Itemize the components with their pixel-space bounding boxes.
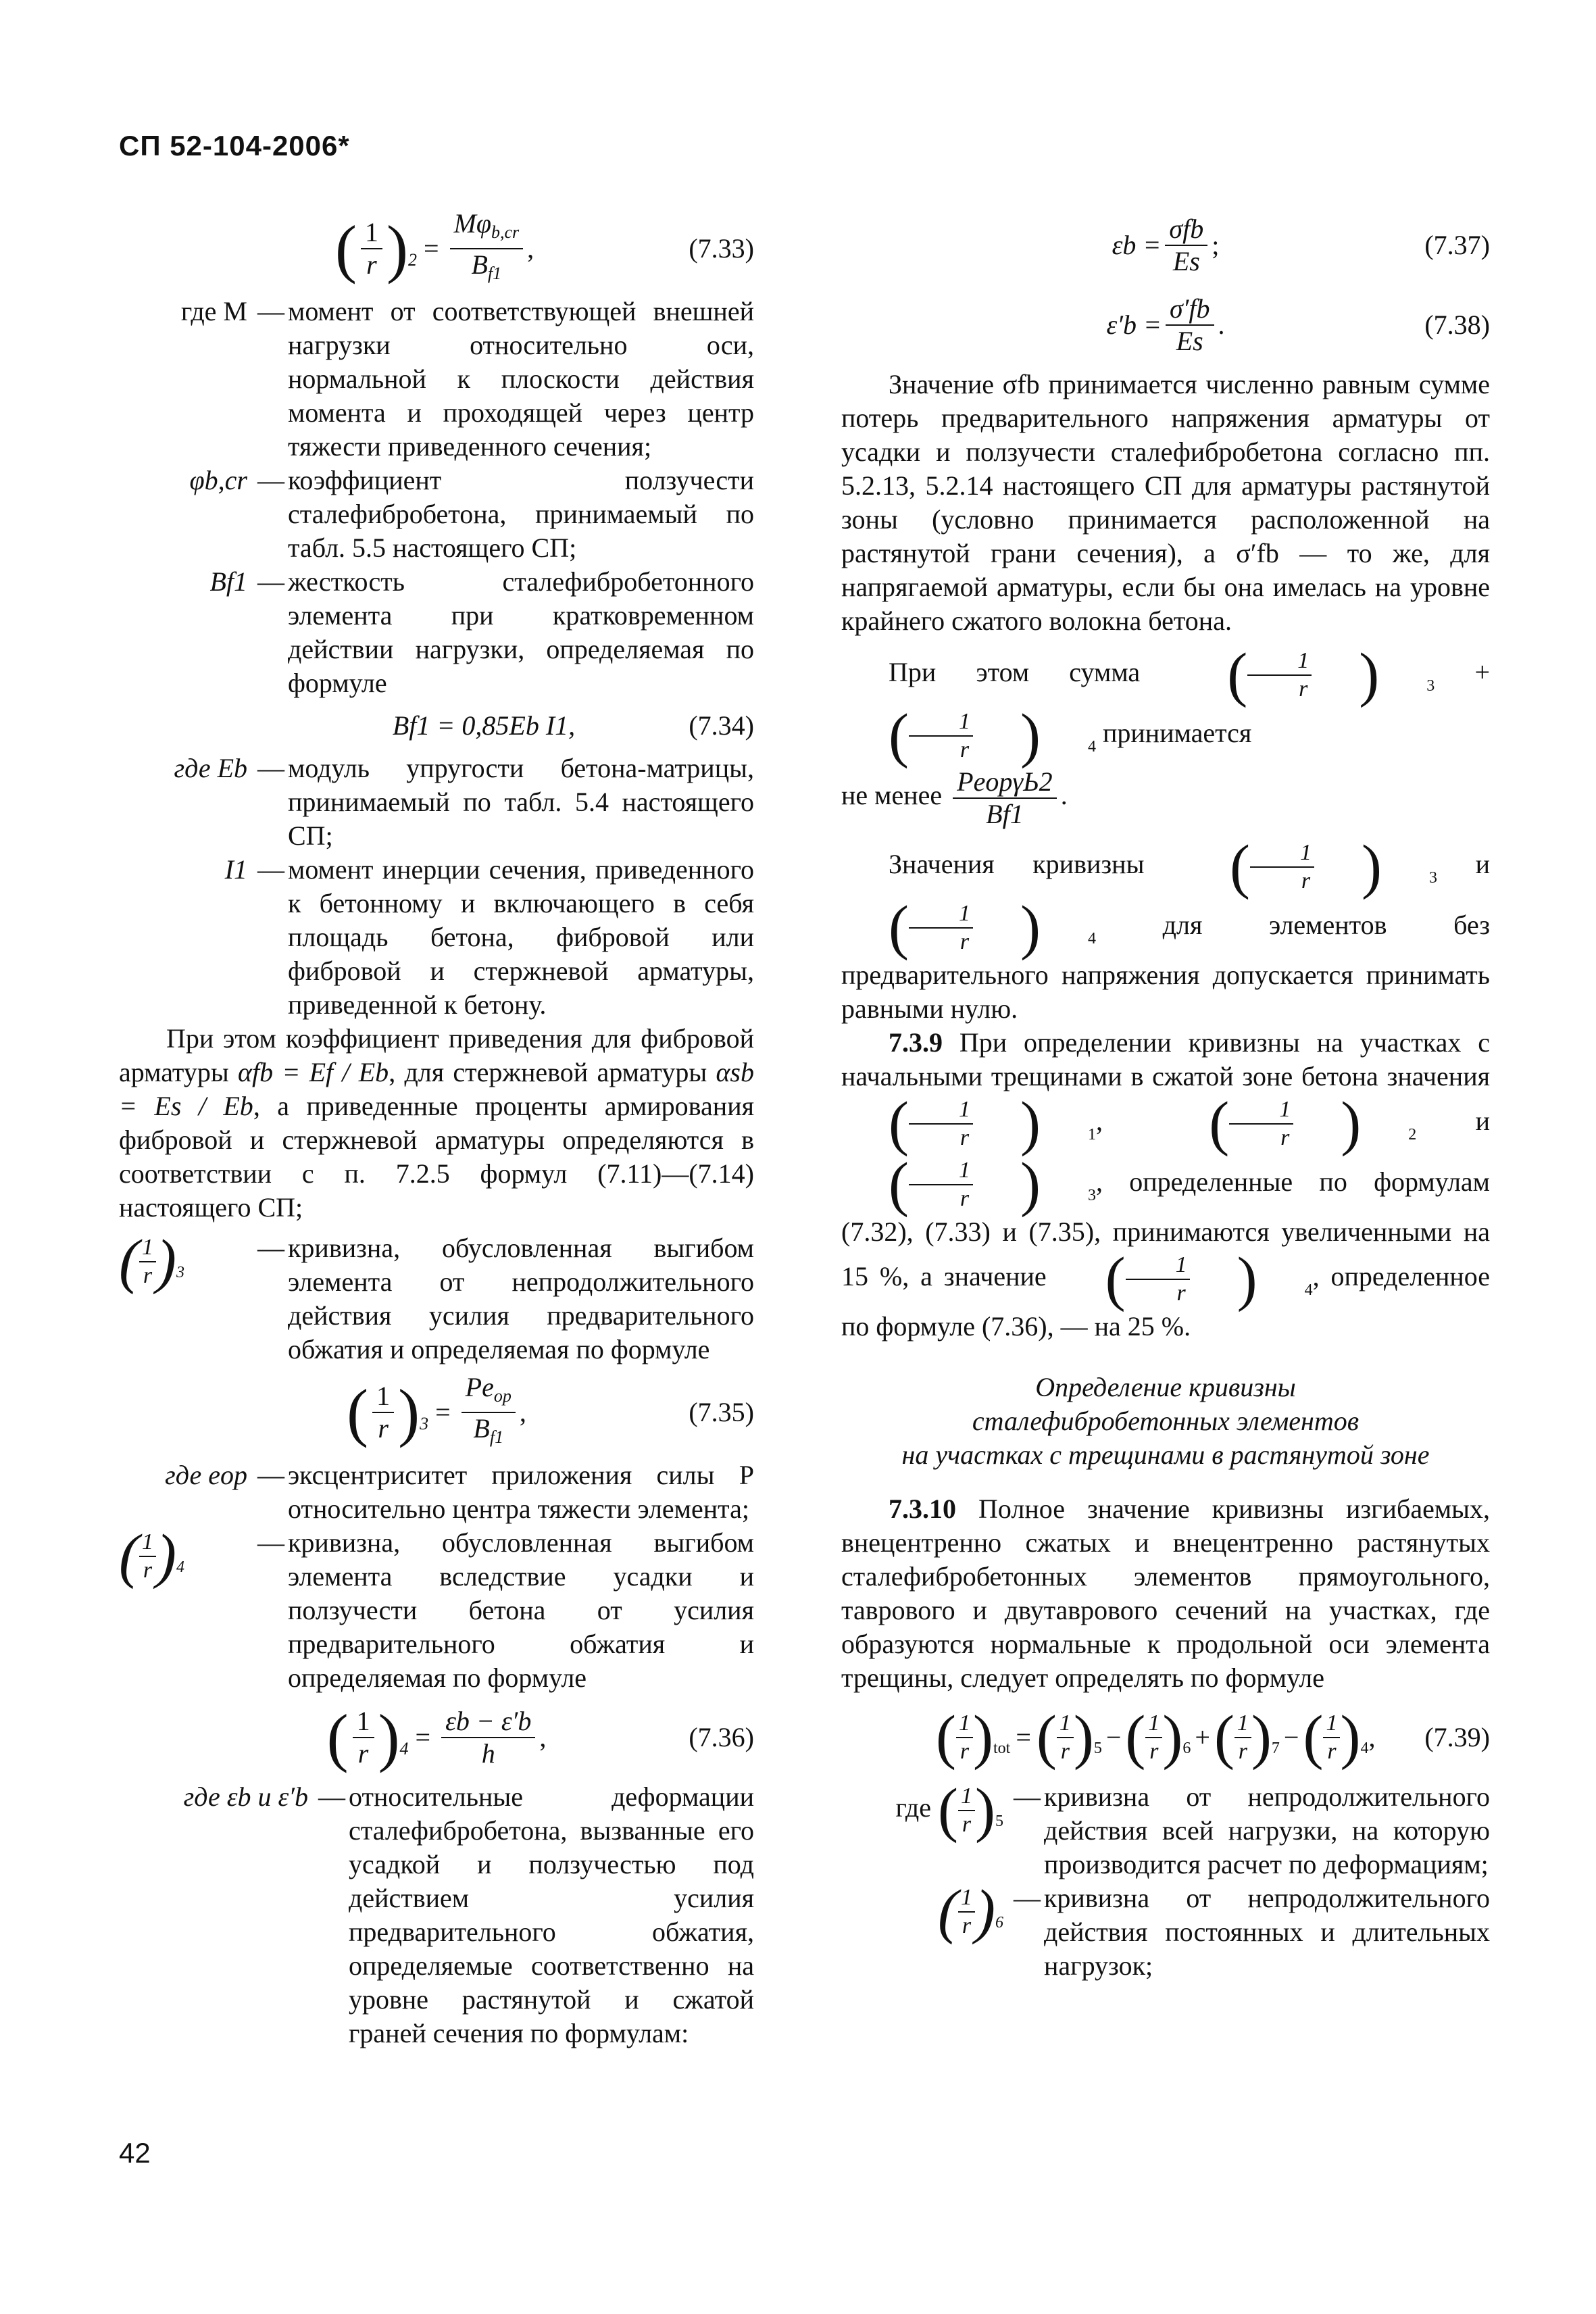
alpha-sb: αsb = Es / Eb <box>119 1057 754 1121</box>
eq735-label: (7.35) <box>689 1397 754 1427</box>
eq738-label: (7.38) <box>1424 310 1490 340</box>
def-r4-text: кривизна, обусловленная выгибом элемента вследствие усадки и ползучести бетона от усилия предварительного обжатия и определяемая по формуле <box>288 1527 754 1693</box>
section-title <box>841 1371 1490 1472</box>
def-r6-sub: 6 <box>995 1914 1003 1931</box>
eq737-num: σfb <box>1165 214 1207 246</box>
def-eps-symbol: где εb и ε′b <box>183 1781 308 1812</box>
eq734-label: (7.34) <box>689 710 754 741</box>
definition-r3: ( 1 r ) 3 — кривизна, обусловленная выгибом элемента от непродолжительного действия усилия предварительного обжатия и определяемая по формуле <box>119 1231 754 1367</box>
eq735-tail: , <box>519 1397 526 1427</box>
eq735-lhs-sub: 3 <box>420 1414 429 1433</box>
eq737-label: (7.37) <box>1424 230 1490 260</box>
eq739-sub-3: 7 <box>1271 1740 1280 1757</box>
eq739-sub-2: 6 <box>1182 1740 1191 1757</box>
p739-text-4: , определенные по формулам (7.32), (7.33) и (7.35), принимаются увеличенными на 15 %, а значение <box>841 1166 1490 1292</box>
p739-text-3: и <box>1475 1106 1490 1137</box>
eq736-label: (7.36) <box>689 1722 754 1752</box>
eq733-tail: , <box>527 233 534 264</box>
def-eop-symbol: где eop <box>165 1460 247 1490</box>
paragraph-sum-cont: не менее $\frac{\text{PeopγЬ2}}{Bf1}$ . <box>841 766 1068 829</box>
def-r5-prefix: где <box>895 1792 932 1823</box>
clause-7-3-9-number: 7.3.9 <box>889 1027 943 1058</box>
p739-text-1: При определении кривизны на участках с начальными трещинами в сжатой зоне <box>841 1027 1491 1091</box>
eq733-num-sub: b,cr <box>491 222 520 242</box>
eq736-num: εb − ε′b <box>441 1706 535 1738</box>
left-column <box>119 203 754 2050</box>
p739-text-2: бетона значения <box>1301 1061 1491 1091</box>
eq736-tail: , <box>539 1722 547 1752</box>
equation-7-34 <box>119 706 754 746</box>
def-phi-text: коэффициент ползучести сталефибробетона, принимаемый по табл. 5.5 настоящего СП; <box>288 465 754 563</box>
section-title-line-1: Определение кривизны <box>1035 1372 1296 1402</box>
sum-frac-den: Bf1 <box>986 799 1024 829</box>
definition-I1: I1 — момент инерции сечения, приведенного к бетонному и включающего в себя площадь бетона, фибровой или фибровой и стержневой арматуры, приведенной к бетону. <box>119 853 754 1022</box>
eq737-tail: ; <box>1212 230 1220 260</box>
definition-r4: ( 1 r ) 4 — кривизна, обусловленная выгибом элемента вследствие усадки и ползучести бетона от усилия предварительного обжатия и определяемая по формуле <box>119 1526 754 1695</box>
definition-phi: φb,cr — коэффициент ползучести сталефибробетона, принимаемый по табл. 5.5 настоящего СП; <box>119 464 754 565</box>
coef-text-1: При этом коэффициент приведения для фибровой арматуры <box>119 1023 754 1087</box>
def-r3-text: кривизна, обусловленная выгибом элемента от непродолжительного действия усилия предварительного обжатия и определяемая по формуле <box>288 1233 754 1364</box>
eq733-lhs-sub: 2 <box>407 250 417 270</box>
p7310-text: Полное значение кривизны изгибаемых, внецентренно сжатых и внецентренно растянутых сталефибробетонных элементов прямоугольного, таврового и двутаврового сечений на участках, где образуются нормальные к продольной оси элемента трещины, следует определять по формуле <box>841 1494 1491 1693</box>
alpha-fb: αfb = Ef / Eb <box>237 1057 389 1087</box>
def-I1-text: момент инерции сечения, приведенного к бетонному и включающего в себя площадь бетона, фибровой или фибровой и стержневой арматуры, приведенной к бетону. <box>288 854 754 1020</box>
definition-M: где M — момент от соответствующей внешней нагрузки относительно оси, нормальной к плоскости действия момента и проходящей через центр тяжести приведенного сечения; <box>119 295 754 464</box>
equation-7-39: ( 1 r ) tot = ( 1 r ) 5 − ( 1 r ) 6 + ( 1 r ) 7 − ( 1 r ) 4 , (7.39) <box>936 1704 1490 1771</box>
eq736-den: h <box>481 1738 495 1769</box>
def-r6-text: кривизна от непродолжительного действия постоянных и длительных нагрузок; <box>1044 1883 1490 1981</box>
def-eps-text: относительные деформации сталефибробетона, вызванные его усадкой и ползучестью под действием усилия предварительного обжатия, определяемые соответственно на уровне растянутой и сжатой граней сечения по формулам: <box>349 1781 754 2048</box>
eq739-label: (7.39) <box>1424 1722 1490 1752</box>
paragraph-7-3-10 <box>841 1492 1490 1695</box>
def-phi-symbol: φb,cr <box>189 465 247 495</box>
definition-eop: где eop — эксцентриситет приложения силы P относительно центра тяжести элемента; <box>119 1458 754 1526</box>
eq733-den-sub: f1 <box>487 264 502 283</box>
paragraph-reduction-coefficient <box>119 1022 754 1225</box>
eq738-lhs: ε′b = <box>1106 310 1162 340</box>
equation-7-38 <box>841 288 1490 362</box>
zero-text-3: для элементов без предварительного напряжения допускается принимать равными нулю. <box>841 910 1490 1024</box>
definition-Bf1: Bf1 — жесткость сталефибробетонного элемента при кратковременном действии нагрузки, определяемая по формуле <box>119 565 754 700</box>
definition-eps: где εb и ε′b — относительные деформации сталефибробетона, вызванные его усадкой и ползучестью под действием усилия предварительного обжатия, определяемые соответственно на уровне растянутой и сжатой граней сечения по формулам: <box>119 1780 754 2050</box>
eq738-den: Es <box>1176 326 1203 356</box>
eq739-sub-4: 4 <box>1360 1740 1369 1757</box>
section-title-line-3: на участках с трещинами в растянутой зоне <box>901 1439 1430 1470</box>
eq735-num-sub: op <box>493 1386 512 1406</box>
def-Bf1-text: жесткость сталефибробетонного элемента при кратковременном действии нагрузки, определяемая по формуле <box>288 566 754 698</box>
def-r5-text: кривизна от непродолжительного действия всей нагрузки, на которую производится расчет по деформациям; <box>1044 1781 1490 1879</box>
eq737-lhs: εb = <box>1112 230 1162 260</box>
paragraph-zero-curvature: Значения кривизны ( 1 r ) 3 и ( 1 r ) 4 для элементов без предварительного напряжения допускается принимать равными нулю. <box>841 833 1490 1024</box>
def-eop-text: эксцентриситет приложения силы P относительно центра тяжести элемента; <box>288 1460 754 1524</box>
eq739-sub-1: 5 <box>1093 1740 1102 1757</box>
section-title-line-2: сталефибробетонных элементов <box>972 1406 1360 1436</box>
eq733-num: Mφ <box>453 208 491 239</box>
def-I1-symbol: I1 <box>224 854 247 885</box>
sum-text-1: При этом сумма <box>889 657 1141 688</box>
eq738-num: σ′fb <box>1166 293 1214 326</box>
eq733-den: B <box>471 249 488 280</box>
sum-frac-num: PeopγЬ2 <box>953 766 1057 799</box>
equation-7-37 <box>841 208 1490 282</box>
p739-text-5: , определенное по формуле (7.36), — на 25 %. <box>841 1261 1490 1341</box>
paragraph-7-3-9: 7.3.9 При определении кривизны на участках с начальными трещинами в сжатой зоне бетона значения ( 1 r ) 1 , ( 1 r ) 2 и ( 1 r ) 3 , определенные по формулам (7.32), (7.33) и (7.35), принимаются увеличенными на 15 %, а значение ( 1 r ) 4 , определенное по формуле (7.36), — на 25 %. <box>841 1027 1491 1341</box>
definition-r6: ( 1 r ) 6 — кривизна от непродолжительного действия постоянных и длительных нагрузок; <box>841 1881 1490 1983</box>
eq733-label: (7.33) <box>689 233 754 264</box>
eq735-den-sub: f1 <box>489 1427 504 1447</box>
eq734-text: Bf1 = 0,85Eb I1, <box>392 710 576 741</box>
def-r3-sub: 3 <box>176 1264 184 1281</box>
eq737-den: Es <box>1172 246 1200 276</box>
equation-7-36: ( $\frac{1}{r}$ ) 4 = $\frac{\varepsilon b - \varepsilon'b}{h}$ , (7.36) <box>326 1701 754 1773</box>
coef-text-3: , а приведенные проценты армирования фибровой и стержневой арматуры определяются в соответствии с п. 7.2.5 формул (7.11)—(7.14) настоящего СП; <box>119 1091 755 1223</box>
def-r4-sub: 4 <box>176 1558 184 1576</box>
zero-text-1: Значения кривизны <box>889 849 1145 880</box>
definition-r5: где ( 1 r ) 5 — кривизна от непродолжительного действия всей нагрузки, на которую производится расчет по деформациям; <box>841 1780 1490 1881</box>
def-M-text: момент от соответствующей внешней нагрузки относительно оси, нормальной к плоскости действия момента и проходящей через центр тяжести приведенного сечения; <box>288 296 754 462</box>
equation-7-35: ( $\frac{1}{r}$ ) 3 = $\frac{Pe_{op}}{B_{f1}}$ , (7.35) <box>347 1372 754 1448</box>
eq739-sub-0: tot <box>993 1740 1011 1757</box>
paragraph-sigma: Значение σfb принимается численно равным сумме потерь предварительного напряжения арматуры от усадки и ползучести сталефибробетона согласно пп. 5.2.13, 5.2.14 настоящего СП для арматуры растянутой зоны (условно принимается расположенной на растянутой грани сечения), а σ′fb — то же, для напрягаемой арматуры, если бы она имелась на уровне крайнего сжатого волокна бетона. <box>841 369 1490 636</box>
definition-Eb: где Eb — модуль упругости бетона-матрицы, принимаемый по табл. 5.4 настоящего СП; <box>119 752 754 853</box>
def-Eb-symbol: где Eb <box>174 753 247 783</box>
document-header: СП 52-104-2006* <box>119 130 350 162</box>
sum-text-3: не менее <box>841 780 943 811</box>
eq735-num: Pe <box>465 1372 494 1402</box>
right-column <box>841 203 1490 1983</box>
zero-text-2: и <box>1475 849 1490 880</box>
coef-text-2: , для стержневой арматуры <box>389 1057 707 1087</box>
def-r5-sub: 5 <box>995 1813 1003 1830</box>
sum-text-2: принимается <box>1102 718 1252 749</box>
clause-7-3-10-number: 7.3.10 <box>889 1494 956 1524</box>
page-number: 42 <box>119 2137 151 2169</box>
eq735-den: B <box>473 1413 490 1444</box>
def-Eb-text: модуль упругости бетона-матрицы, принимаемый по табл. 5.4 настоящего СП; <box>288 753 754 851</box>
equation-7-33: ( $\frac{1}{r}$ ) 2 = $\frac{M\varphi_{b,cr}}{B_{f1}}$ , (7.33) <box>335 208 754 285</box>
eq738-tail: . <box>1218 310 1225 340</box>
paragraph-sum: При этом сумма ( 1 r ) 3 + ( 1 r ) 4 принимается <box>889 641 1490 769</box>
def-M-symbol: где M <box>180 296 247 326</box>
eq736-lhs-sub: 4 <box>399 1739 409 1758</box>
def-Bf1-symbol: Bf1 <box>209 566 247 597</box>
